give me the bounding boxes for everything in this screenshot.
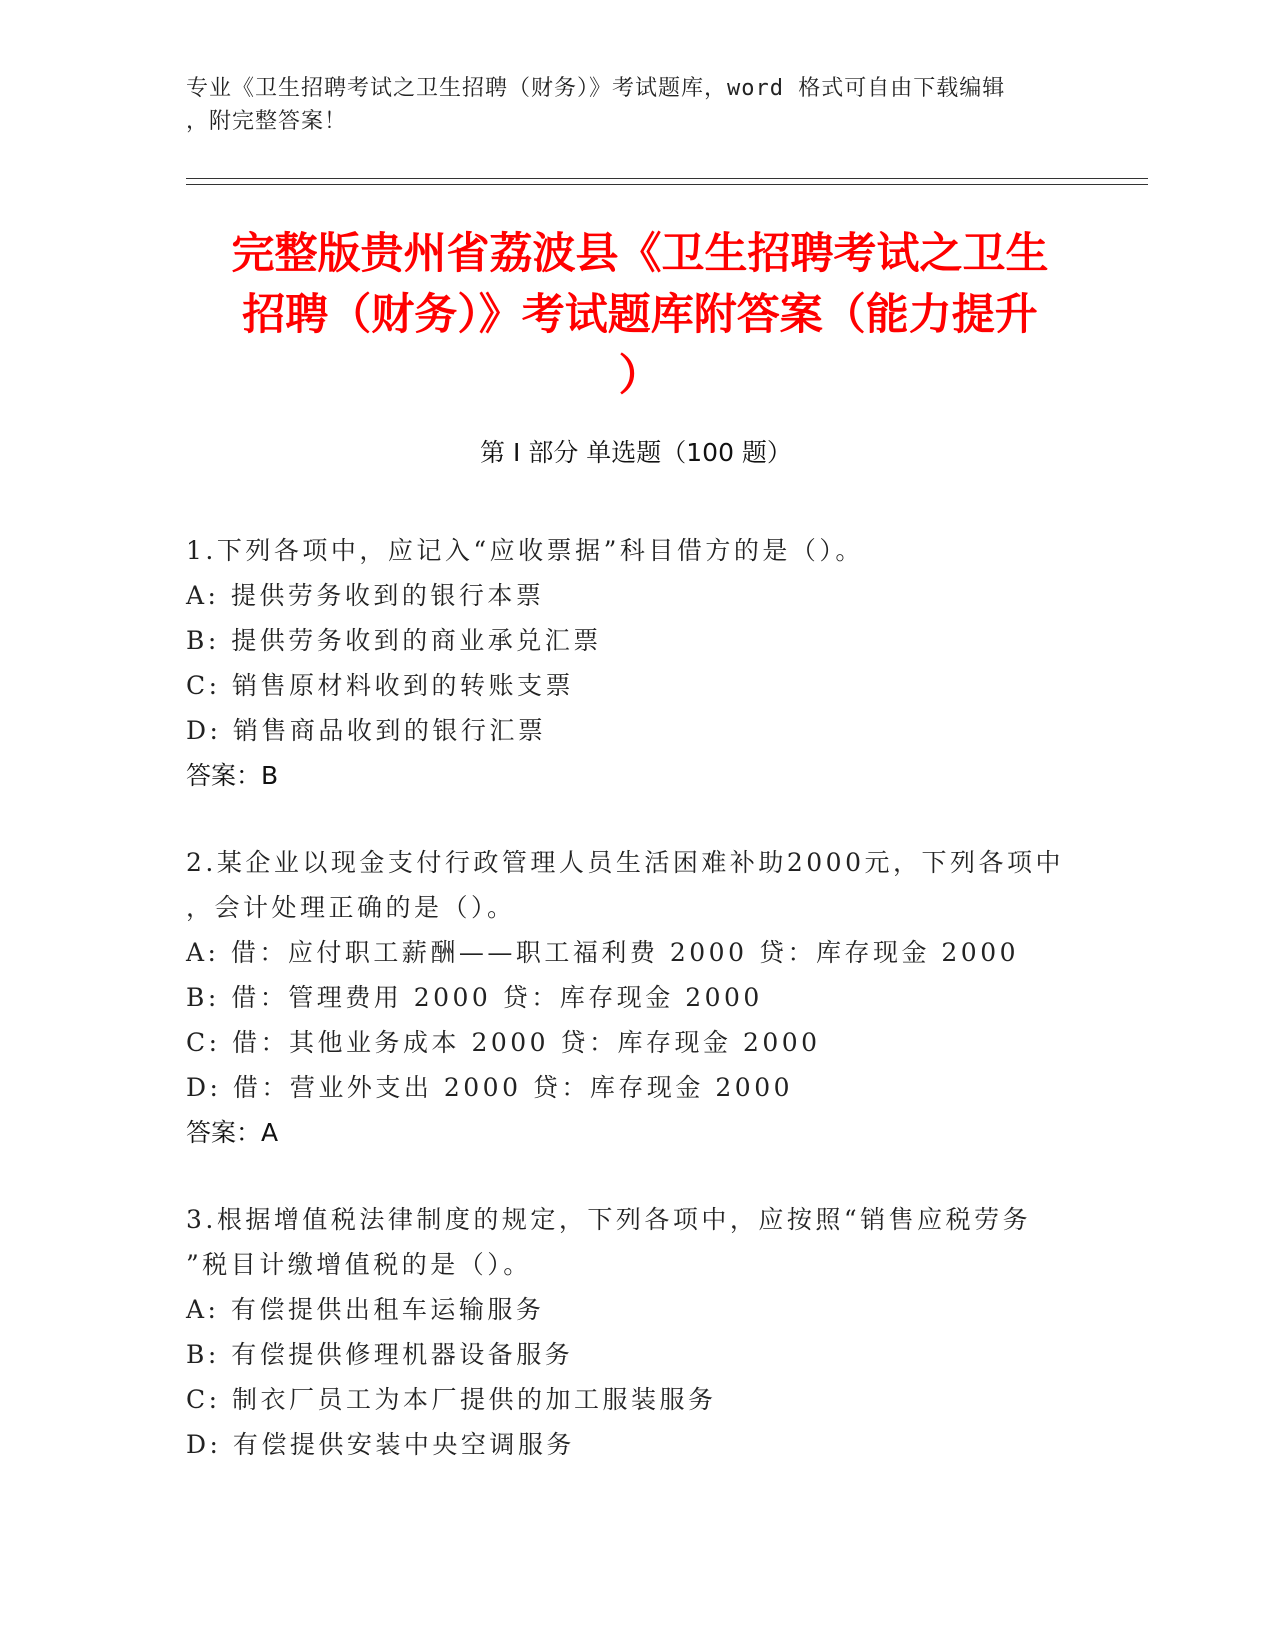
question-1 — [186, 528, 1086, 798]
header-divider-top — [186, 178, 1148, 179]
document-title-line-1: 完整版贵州省荔波县《卫生招聘考试之卫生 — [231, 229, 1049, 279]
section-heading: 第 I 部分 单选题（100 题） — [480, 438, 792, 467]
option-a: A: 提供劳务收到的银行本票 — [186, 581, 545, 610]
header-divider-bottom — [186, 184, 1148, 185]
question-stem: 3.根据增值税法律制度的规定，下列各项中，应按照“销售应税劳务 — [186, 1205, 1032, 1234]
document-title — [190, 224, 1090, 407]
question-stem-continued: ，会计处理正确的是（）。 — [186, 893, 516, 922]
question-stem: 2.某企业以现金支付行政管理人员生活困难补助2000元，下列各项中 — [186, 848, 1064, 877]
answer-line: 答案：B — [186, 761, 279, 790]
answer-line: 答案：A — [186, 1118, 279, 1147]
option-b: B: 提供劳务收到的商业承兑汇票 — [186, 626, 602, 655]
option-a: A: 借：应付职工薪酬——职工福利费 2000 贷：库存现金 2000 — [186, 938, 1020, 967]
option-d: D: 销售商品收到的银行汇票 — [186, 716, 547, 745]
header-note-line-1: 专业《卫生招聘考试之卫生招聘（财务）》考试题库，word 格式可自由下载编辑 — [186, 76, 1006, 101]
question-2 — [186, 840, 1086, 1155]
document-title-line-2: 招聘（财务）》考试题库附答案（能力提升 — [242, 290, 1038, 340]
question-3 — [186, 1197, 1086, 1467]
header-note — [186, 72, 1066, 138]
option-c: C: 销售原材料收到的转账支票 — [186, 671, 574, 700]
option-c: C: 制衣厂员工为本厂提供的加工服装服务 — [186, 1385, 717, 1414]
option-b: B: 借：管理费用 2000 贷：库存现金 2000 — [186, 983, 763, 1012]
option-d: D: 借：营业外支出 2000 贷：库存现金 2000 — [186, 1073, 794, 1102]
option-b: B: 有偿提供修理机器设备服务 — [186, 1340, 574, 1369]
option-d: D: 有偿提供安装中央空调服务 — [186, 1430, 575, 1459]
header-note-line-2: ，附完整答案！ — [186, 109, 348, 134]
option-c: C: 借：其他业务成本 2000 贷：库存现金 2000 — [186, 1028, 821, 1057]
question-list — [186, 528, 1086, 1509]
document-title-line-3: ） — [618, 351, 662, 401]
question-stem: 1.下列各项中，应记入“应收票据”科目借方的是（）。 — [186, 536, 864, 565]
option-a: A: 有偿提供出租车运输服务 — [186, 1295, 545, 1324]
question-stem-continued: ”税目计缴增值税的是（）。 — [186, 1250, 532, 1279]
